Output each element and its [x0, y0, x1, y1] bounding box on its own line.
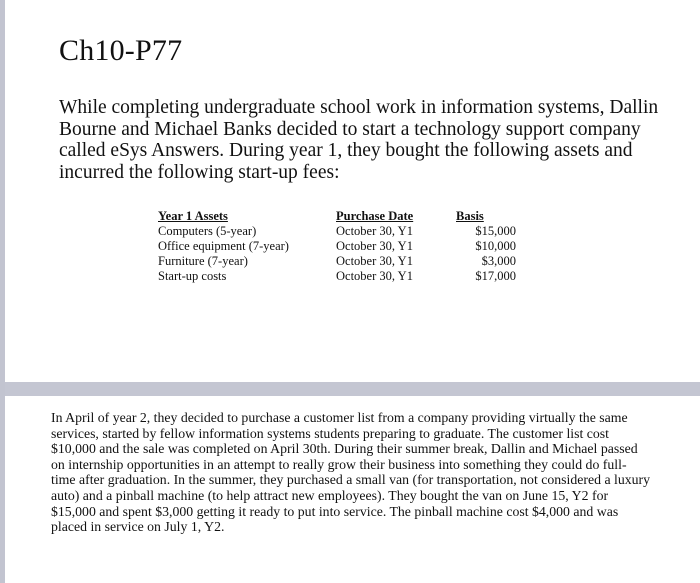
header-year-1-assets: Year 1 Assets: [158, 209, 228, 223]
table-row: [158, 269, 516, 284]
basis-value: $10,000: [475, 239, 516, 253]
purchase-date: October 30, Y1: [336, 254, 413, 268]
asset-name: Office equipment (7-year): [158, 239, 289, 253]
slide-divider: [5, 382, 700, 396]
problem-paragraph: In April of year 2, they decided to purchase a customer list from a company providing virtually the same services, started by fellow information systems students preparing to graduate. The customer list cost $10,000 and the sale was completed on April 30th. During their summer break, Dallin and Michael passed on internship opportunities in an attempt to really grow their business into something they could do full-time after graduation. In the summer, they purchased a small van (for transportation, not considered a luxury auto) and a pinball machine (to help attract new employees). They bought the van on June 15, Y2 for $15,000 and spent $3,000 getting it ready to put into service. The pinball machine cost $4,000 and was placed in service on July 1, Y2.: [51, 410, 651, 535]
table-row: [158, 239, 516, 254]
basis-value: $3,000: [481, 254, 516, 268]
header-basis: Basis: [456, 209, 484, 223]
table-row: [158, 224, 516, 239]
asset-name: Furniture (7-year): [158, 254, 248, 268]
asset-name: Computers (5-year): [158, 224, 257, 238]
purchase-date: October 30, Y1: [336, 239, 413, 253]
asset-name: Start-up costs: [158, 269, 227, 283]
purchase-date: October 30, Y1: [336, 224, 413, 238]
table-row: [158, 254, 516, 269]
assets-table: [158, 209, 516, 284]
page-title: Ch10-P77: [59, 34, 183, 67]
basis-value: $15,000: [475, 224, 516, 238]
table-header-row: [158, 209, 516, 224]
purchase-date: October 30, Y1: [336, 269, 413, 283]
header-purchase-date: Purchase Date: [336, 209, 414, 223]
intro-paragraph: While completing undergraduate school work in information systems, Dallin Bourne and Michael Banks decided to start a technology support company called eSys Answers. During year 1, they bought the following assets and incurred the following start-up fees:: [59, 97, 659, 183]
basis-value: $17,000: [475, 269, 516, 283]
